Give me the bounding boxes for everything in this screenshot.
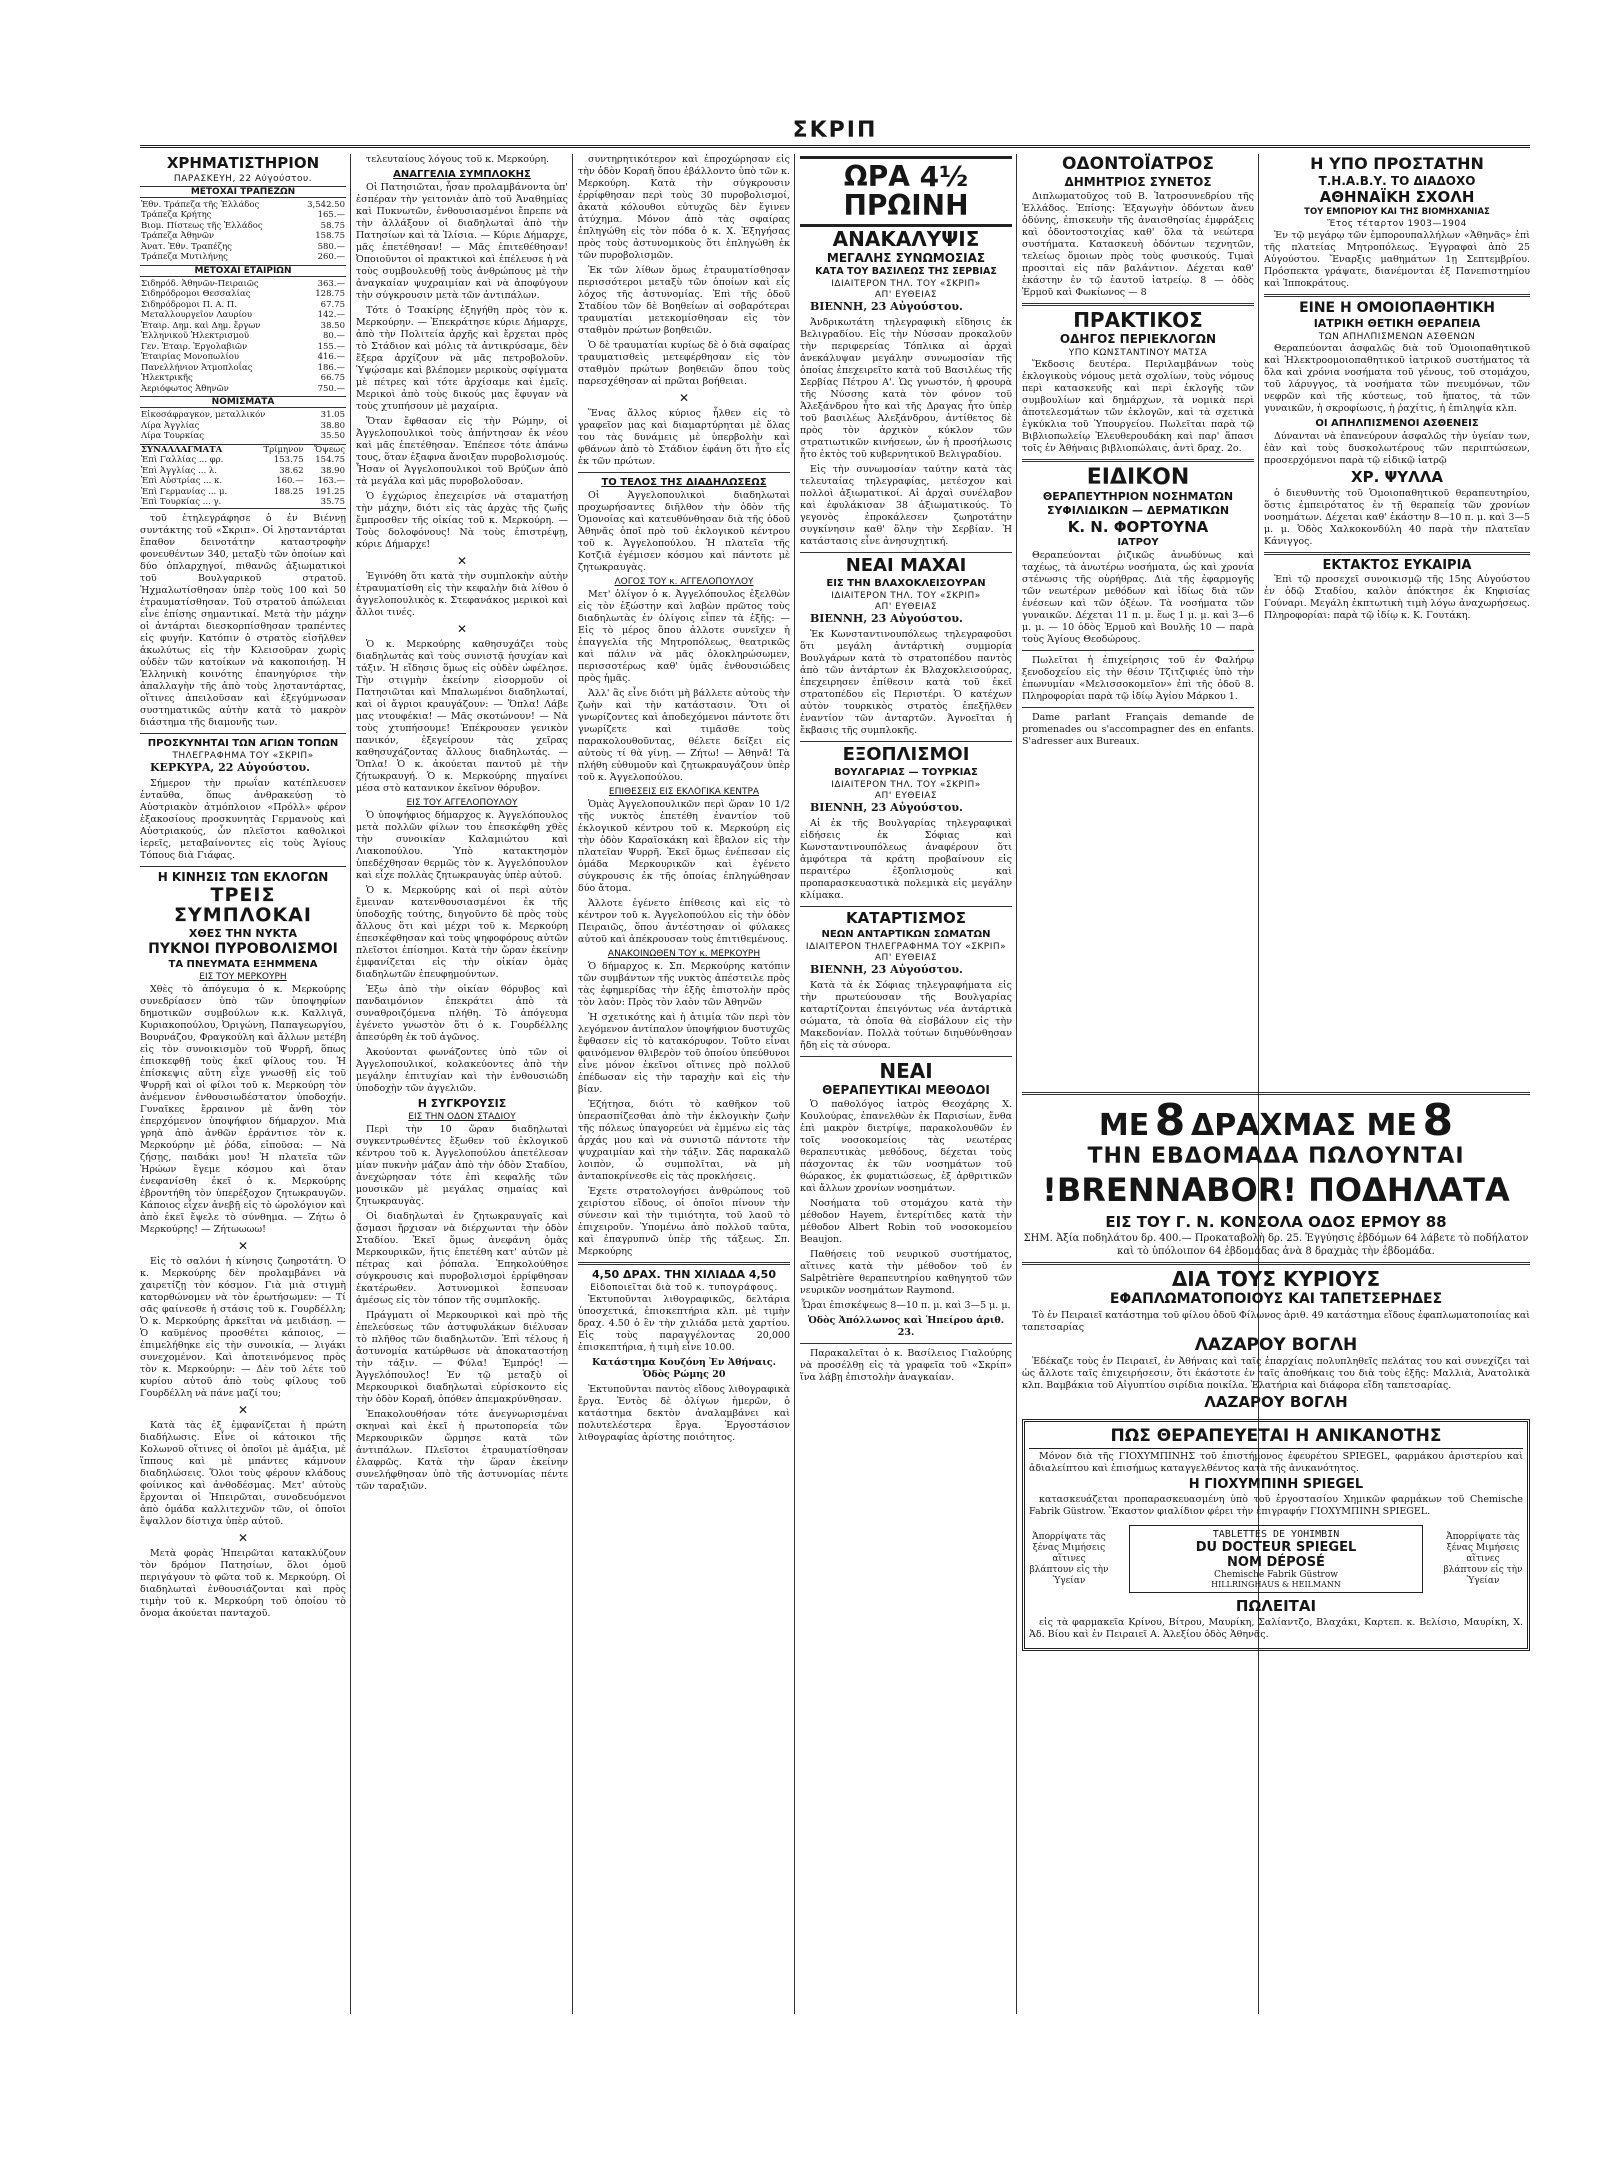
row-value: 580.—: [317, 241, 345, 252]
row-value: 191.25: [315, 486, 345, 497]
col4-p6: Ὁ παθολόγος ἰατρὸς Θεοχάρης Χ. Κουλούρας, ἐπανελθὼν ἐκ Παρισίων, ἔνθα ἐπὶ μακρὸν διετρίψε, παρακολουθῶν ἐν τοῖς νοσοκομείοις τὰς νεωτέρας θεραπευτικὰς μεθόδους, δέχεται τοὺς πάσχοντας ἐκ τῶν νοσημάτων τοῦ θώρακος, ἐκ φυματιώσεως, ἐξ ἀρθριτικῶν καὶ ἄλλων χρονίων νοσημάτων.: [800, 1099, 1012, 1195]
wire-caption: ΙΔΙΑΙΤΕΡΟΝ ΤΗΛ. ΤΟΥ «ΣΚΡΙΠ»: [831, 279, 981, 290]
row-label: Βιομ. Πίστεως τῆς Ἑλλάδος: [141, 220, 263, 231]
exchange-title: ΧΡΗΜΑΤΙΣΤΗΡΙΟΝ: [166, 154, 320, 172]
col3-p1: συντηρητικότερον καὶ ἐπροχώρησαν εἰς τὴν ὁδὸν Κοραῆ ὅπου ἐβάλλοντο ὑπὸ τῶν κ. Μερκούρη. Κατὰ τὴν σύγκρουσιν ἐρρίφθησαν περὶ τοὺς 30 πυροβολισμοί, ἀκατὰ κόλουθοι εὐτυχῶς δὲν ἔγινεν ἀτύχημα. Μόνον ἀπὸ τὰς σφαίρας ἐπληγώθη εἰς τὸν πόδα ὁ κ. Χ. Ἐξηγήσας πρὸς τοὺς ἀστυνομικοὺς ὅτι ἐπληγώθη ἐκ τῶν πυροβολισμῶν.: [578, 154, 790, 261]
col3-p7: Ἀλλ' ἂς εἶνε διότι μὴ βάλλετε αὐτοὺς τὴν ζωὴν καὶ τὴν κατάστασιν. Ὅτι οἱ γνωρίζοντες καὶ ἀποδεχόμενοι πάντοτε ὅτι γνωρίζετε καὶ τιμᾶσθε τοὺς παρακολουθοῦντας, θέλετε δείξει εἰς αὐτοὺς τί θὰ γίνῃ. — Ζήτω! — Ἀθηνᾶ! Τὰ πλήθη εὐθυμοῦν καὶ ζητωκραυγάζουν ὑπὲρ τοῦ κ. Ἀγγελοπούλου.: [578, 688, 790, 783]
col2-p9: Ἐξω ἀπὸ τὴν οἰκίαν θόρυβος καὶ πανδαιμόνιον ἐπεκράτει ἀπὸ τὰ συναθροιζόμενα πλήθη. Τὸ ἀπόγευμα ἐγένετο γνωστὸν ὅτι ὁ κ. Γουρδέλλης ἀπεσύρθη ἐκ τοῦ ἀγῶνος.: [356, 984, 568, 1043]
wire-caption: ΑΠ' ΕΥΘΕΙΑΣ: [874, 952, 938, 963]
battles-sub: ΕΙΣ ΤΗΝ ΒΛΑΧΟΚΛΕΙΣΟΥΡΑΝ: [826, 578, 986, 590]
col4-p8: Παθήσεις τοῦ νευρικοῦ συστήματος, αἵτινες κατὰ τὴν μέθοδον τοῦ ἐν Salpêtrière θεραπευτηρίου καθηγητοῦ τῶν νευρικῶν νοσημάτων Raymond.: [800, 1249, 1012, 1297]
row-value: 155.—: [317, 341, 345, 352]
col3-p10: Ὁ δήμαρχος κ. Σπ. Μερκούρης κατόπιν τῶν συμβάντων τῆς νυκτὸς ἀπέστειλε πρὸς τὰς ἐφημερίδας τὴν ἑξῆς ἐπιστολὴν πρὸς τὸν λαὸν: Πρὸς τὸν λαὸν τῶν Ἀθηνῶν: [578, 961, 790, 1008]
bike-number: 8: [1422, 1095, 1454, 1146]
bike-kicker-b: ΔΡΑΧΜΑΣ ΜΕ: [1191, 1108, 1417, 1143]
col4-p7: Νοσήματα τοῦ στομάχου κατὰ τὴν μέθοδον Hayem, ἐντερίτιδες κατὰ τὴν μέθοδον Albert Robin τοῦ νοσοκομείου Beaujon.: [800, 1198, 1012, 1246]
col3-p16: Ἐκτυποῦνται παντὸς εἴδους λιθογραφικὰ ἔργα. Ἐντὸς δὲ ὀλίγων ἡμερῶν, ὁ κατάστημα δεκτὸν ἀναλαμβάνει καὶ πολυτελέστερα ἔργα. Ἐργοστάσιον λιθογραφίας ἀρίστης ποιότητος.: [578, 1384, 790, 1444]
row-label: Σιδηρόδρομοι Π. Α. Π.: [141, 299, 238, 310]
impotence-text: Μόνον διὰ τῆς ΓΙΟΧΥΜΠΙΝΗΣ τοῦ ἐπιστήμονος ἐφευρέτου SPIEGEL, φαρμάκου ἀριστερίου καὶ ἀδιαλείπτου καὶ ἐπισήμως καταγγελθέντος κατὰ τῆς ἀνικανότητος.: [1029, 1451, 1523, 1475]
row-label: Σιδηρόδρομοι Θεσσαλίας: [141, 289, 251, 300]
sale-text: Πωλεῖται ἡ ἐπιχείρησις τοῦ ἐν Φαλήρῳ ξενοδοχείου εἰς τὴν θέσιν Τζιτζιφιές ὑπὸ τὴν ἐπωνυμίαν «Μελισσοκομεῖον» ἐπὶ τῆς ὁδοῦ 8. Πληροφορίαι παρὰ τῷ ἰδίῳ Ἁγίου Μάρκου 1.: [1022, 655, 1254, 703]
wire-caption: ΙΔΙΑΙΤΕΡΟΝ ΤΗΛ. ΤΟΥ «ΣΚΡΙΠ»: [831, 780, 981, 791]
col2-p11: Περὶ τὴν 10 ὥραν διαδηλωταὶ συγκεντρωθέντες ἔξωθεν τοῦ ἐκλογικοῦ κέντρου τοῦ κ. Ἀγγελοπούλου ἀπετέλεσαν μίαν πυκνὴν μάζαν ἀπὸ τὴν ὁδὸν Σταδίου, ἀνεχώρησαν τότε ἐπὶ κεφαλῆς τῶν μουσικῶν μὲ μεγάλας σημαίας καὶ ζητωκραυγὰς.: [356, 1124, 568, 1208]
angel-house-title: ΕΙΣ ΤΟΥ ΑΓΓΕΛΟΠΟΥΛΟΥ: [406, 798, 518, 808]
row-label: Πανελλήνιον Ἀτμοπλοΐας: [141, 362, 253, 373]
formation-title: ΚΑΤΑΡΤΙΣΜΟΣ: [845, 909, 967, 928]
row-label: Λίρα Ἀγγλίας: [141, 420, 200, 431]
fx-row: [140, 487, 346, 498]
clinic-sub: ΘΕΡΑΠΕΥΤΗΡΙΟΝ ΝΟΣΗΜΑΤΩΝ: [1042, 490, 1234, 504]
fx-row: [140, 476, 346, 487]
separator-mark: ✕: [456, 622, 468, 636]
impotence-ad: [1022, 1419, 1530, 1651]
col4-dateline-2: ΒΙΕΝΝΗ, 23 Αὐγούστου.: [810, 612, 963, 626]
homeo-text: Θεραπεύονται ἀσφαλῶς διὰ τοῦ Ὁμοιοπαθητικοῦ καὶ Ἠλεκτροομοιοπαθητικοῦ ἰατρικοῦ συστήματος τὰ ὅλα καὶ χρόνια νοσήματα τοῦ γένους, τοῦ στομάχου, τοῦ λάρυγγος, τὰ νοσήματα τῶν πνευμόνων, τῶν νεφρῶν καὶ τῆς κύστεως, τοῦ ἥπατος, τὰ τῶν γυναικῶν, ἡ σκροφίωσις, ἡ ῥαχίτις, ἡ ἐπιληψία κλπ.: [1264, 342, 1530, 414]
upholstery-name: ΛΑΖΑΡΟΥ ΒΟΓΛΗ: [1194, 1334, 1358, 1355]
merk-text: Χθὲς τὸ ἀπόγευμα ὁ κ. Μερκούρης συνεδρίασεν ὑπὸ τῶν ὑποψηφίων δημοτικῶν συμβούλων κ.κ. Καλλιγᾶ, Κυριακοπούλου, Ὀριγώνη, Παπαγεωργίου, Βουρνάζου, Φραγκούλη καὶ ἄλλων μετέβη εἰς τὸν συνοικισμὸν τοῦ Ψυρρῆ, ὅπως ἐπισκεφθῇ τοὺς ἐκεῖ φίλους του. Ἡ ἐπίσκεψις αὕτη εἶχε γνωσθῇ εἰς τοῦ Ψυρρῆ καὶ οἱ φίλοι τοῦ κ. Μερκούρη τὸν ἀνέμενον ἐνθουσιωδέστατον ὑποδοχήν. Γυναῖκες ἔρραινον μὲ ἄνθη τὸν ἐπερχόμενον ὑποψήφιον δήμαρχον. Μιὰ γρηὰ ἀπὸ ἀνθῶν ἐρράντισε τὸν κ. Μερκούρην μὲ ῥόδα, εἰποῦσα: — Νὰ ζήσῃς, παιδάκι μου! Ἡ πλατεῖα τῶν Ἡρώων ἔγεμε κόσμου καὶ ὅταν ἐνεφανίσθη ἐκεῖ ὁ κ. Μερκούρης ἐβροντήθη τὸν ὑπερέξοχον ζητωκραυγῶν. Κάποιος εἶχεν ἀνεβῇ εἰς τὸ ὡρολόγιον καὶ ἀπὸ ἐκεῖ ἔψελε τὸ σύνθημα. — Ζήτω ὁ Μερκούρης! — Ζήτωωωω!: [140, 983, 346, 1235]
row-label: Μεταλλουργεῖον Λαυρίου: [141, 310, 253, 321]
bank-row: [140, 231, 346, 242]
row-value: 35.50: [320, 431, 345, 442]
row-label: Λίρα Τουρκίας: [141, 431, 205, 442]
merk-text-3: Κατὰ τὰς ἐξ ἐμφανίζεται ἡ πρώτη διαδήλωσις. Εἶνε οἱ κάτοικοι τῆς Κολωνοῦ οἵτινες οἱ ὁποῖοι μὲ ἀμάξια, μὲ ἵππους καὶ μὲ μπάντες κάμνουν διαδηλώσεις. Ὅλοι τοὺς φέρουν κλάδους φοίνικος καὶ ἀνθοδέσμας. Μετ' αὐτοὺς ἔρχονται οἱ Ἠπειρῶται, συνοδευόμενοι ἀπὸ ὁμάδα καλλιτεχνῶν τῶν, οἱ ὁποῖοι ἔψαλλον δίστιχα ὑπὲρ αὐτοῦ.: [140, 1419, 346, 1527]
opportunity-title: ΕΚΤΑΚΤΟΣ ΕΥΚΑΙΡΙΑ: [1322, 557, 1472, 573]
col3-p8: Ὁμὰς Ἀγγελοπουλικῶν περὶ ὥραν 10 1/2 τῆς νυκτὸς ἐπετέθη ἐναντίον τοῦ ἐκλογικοῦ κέντρου τοῦ κ. Μερκούρη εἰς τὴν ὁδὸν Καραϊσκάκη καὶ ἔβαλον εἰς τὴν πλατεῖαν Ψυρρῆ. Ἐκεῖ ὅμως ἐνέπεσαν εἰς ὁμάδα Μερκουρικῶν καὶ ἐγένετο σύγκρουσις ἐκ τῆς ὁποίας ἐπληγώθησαν δύο ἄτομα.: [578, 799, 790, 894]
company-row: [140, 331, 346, 342]
row-label: Ἑταιρίας Μονοπωλίου: [141, 352, 240, 363]
french-text: Dame parlant Français demande de promenades ou s'accompagner des en enfants. S'adresser aux Bureaux.: [1022, 712, 1254, 748]
col2-p10: Ἀκούονται φωνάζοντες ὑπὸ τῶν οἱ Ἀγγελοπουλικοί, κολακεύοντες ἀπὸ τὴν μεγάλην ἐπιτυχίαν καὶ τὴν ἐνθουσιώδη ὑποδοχὴν τῶν ἀγγελιῶν.: [356, 1047, 568, 1094]
merk-text-4: Μετὰ φορὰς Ἠπειρῶται κατακλύζουν τὸν δρόμον Πατησίων, ὅλοι ὁμοῦ περιγάγουν τὸ φῶτα τοῦ κ. Μερκούρη. Οἱ διαδηλωταὶ ἐνθουσιάζονται καὶ πρὸς τιμὴν τοῦ κ. Μερκούρη τοῦ ὁποίου τὸ ὄνομα ἀκούεται πανταχοῦ.: [140, 1547, 346, 1619]
row-value: 165.—: [317, 210, 345, 221]
homeo-doctor: ΧΡ. ΨΥΛΛΑ: [1351, 467, 1443, 486]
school-sub: ΤΟΥ ΕΜΠΟΡΙΟΥ ΚΑΙ ΤΗΣ ΒΙΟΜΗΧΑΝΙΑΣ: [1304, 206, 1490, 217]
row-value: 188.25: [273, 486, 304, 497]
fx-header: Τρίμηνον: [263, 444, 304, 455]
col4-p10: Ὁδὸς Ἀπόλλωνος καὶ Ἡπείρου ἀριθ. 23.: [807, 1315, 1005, 1339]
row-value: 153.75: [273, 455, 304, 466]
impotence-sold: ΠΩΛΕΙΤΑΙ: [1235, 1597, 1317, 1616]
column-4: [800, 154, 1012, 2014]
masthead: [140, 118, 1530, 148]
companies-table: [140, 279, 346, 395]
col3-p15: Κατάστημα Κουζόνη Ἐν Ἀθήναις. Ὁδὸς Ρώμης 20: [592, 1357, 776, 1381]
wire-caption: ΑΠ' ΕΥΘΕΙΑΣ: [874, 602, 938, 613]
bike-line: ΤΗΝ ΕΒΔΟΜΑΔΑ ΠΩΛΟΥΝΤΑΙ: [1087, 1144, 1465, 1169]
col4-dateline-4: ΒΙΕΝΝΗ, 23 Αὐγούστου.: [810, 962, 963, 976]
bike-shop: ΕΙΣ ΤΟΥ Γ. Ν. ΚΟΝΣΟΛΑ ΟΔΟΣ ΕΡΜΟΥ 88: [1105, 1212, 1447, 1231]
row-value: 80.—: [322, 331, 345, 342]
company-row: [140, 352, 346, 363]
col3-p9: Ἀλλοτε ἐγένετο ἐπίθεσις καὶ εἰς τὸ κέντρον τοῦ κ. Ἀγγελοπούλου εἰς τὴν ὁδὸν Πειραιῶς, ὅπου ἀντέστησαν οἱ φύλακες αὐτοῦ καὶ ἀπέκρουσαν τοὺς ἐπιτιθεμένους.: [578, 898, 790, 945]
newspaper-page: [140, 118, 1530, 2018]
tablet-box-line: NOM DÉPOSÉ: [1227, 1555, 1325, 1571]
upholstery-title: ΔΙΑ ΤΟΥΣ ΚΥΡΙΟΥΣ: [1171, 1267, 1381, 1292]
fx-row: [140, 466, 346, 477]
wide-ads: [1022, 1088, 1530, 2018]
clinic-text: Θεραπεύονται ῥιζικῶς ἀνωδύνως καὶ ταχέως, τὰ ἀνωτέρω νοσήματα, ὡς καὶ χρονία στένωσις τῆς οὐρήθρας. Διὰ τῆς ἐφαρμογῆς τῶν νεωτέρων μεθόδων καὶ ἰδίως διὰ τῶν ἐνέσεων καὶ τῶν ὀξέων. Τὰ νοσήματα τῶν γυναικῶν. Δέχεται 11 π. μ. ἕως 1 μ. μ. καὶ 3—6 μ. μ. — 10 ὁδὸς Ἑρμοῦ καὶ Βουλῆς 10 — παρὰ τοὺς Ἁγίους Θεοδώρους.: [1022, 550, 1254, 646]
col2-p12: Οἱ διαδηλωταὶ ἐν ζητωκραυγαῖς καὶ ᾄσμασι ἤρχισαν νὰ διέρχωνται τὴν ὁδὸν Σταδίου. Ἐκεῖ ὅμως ἀνεφάνη ὁμὰς Μερκουρικῶν, ἥτις ἐπετέθη κατ' αὐτῶν μὲ πέτρας καὶ ῥόπαλα. Ἐπηκολούθησε σύγκρουσις καὶ πυροβολισμοὶ ἐρρίφθησαν ἐκατέρωθεν. Ἀστυνομικοὶ ἔσπευσαν ἀμέσως εἰς τὸν τόπον τῆς συμπλοκῆς.: [356, 1211, 568, 1307]
bike-ad-headline: [1022, 1095, 1530, 1146]
col2-p4: Ὁ ἐγχώριος ἐπεχειρίσε νὰ σταματήσῃ τὴν μάχην, διότι εἰς τὰς ἀρχὰς τῆς ζωῆς ἔμπροσθεν τῆς οἰκίας τοῦ κ. Μερκούρη. — Τοὺς δολοφόνους! Νὰ τοὺς ἐπιστρέψῃ, κύριε Δήμαρχε!: [356, 491, 568, 550]
row-value: 142.—: [317, 310, 345, 321]
currency-title: ΝΟΜΙΣΜΑΤΑ: [140, 396, 346, 408]
banks-table: [140, 200, 346, 263]
col4-p5: Κατὰ τὰ ἐκ Σόφιας τηλεγραφήματα εἰς τὴν πρωτεύουσαν τῆς Βουλγαρίας καταρτίζονται ἐπειγόντως νέα ἀντάρτικὰ σώματα, τὰ ὁποῖα θὰ εἰσβάλουν εἰς τὴν Μακεδονίαν. Πολλὰ τούτων διηυθύνθησαν ἤδη εἰς τὰ σύνορα.: [800, 979, 1012, 1051]
school-text: Ἐν τῷ μεγάρῳ τῶν ἐμπορουπαλλήλων «Ἀθηνᾶς» ἐπὶ τῆς πλατείας Μητροπόλεως. Ἐγγραφαὶ ἀπὸ 25 Αὐγούστου. Ἔναρξις μαθημάτων 1ῃ Σεπτεμβρίου. Πρόσπεκτα γράψατε, διανέμονται ἐξ Πανεπιστημίου καὶ Ἱπποκράτους.: [1264, 230, 1530, 290]
homeo-sub: ΙΑΤΡΙΚΗ ΘΕΤΙΚΗ ΘΕΡΑΠΕΙΑ: [1313, 316, 1481, 330]
col4-p2: Εἰς τὴν συνωμοσίαν ταύτην κατὰ τὰς τελευταίας τηλεγραφίας, μετέσχον καὶ πολλοὶ ἀξιωματικοί. Αἱ ἀρχαὶ συνέλαβον καὶ ἐφυλάκισαν 38 ἀξιωματικούς. Τὸ γεγονὸς ἐπροκάλεσεν ζωηροτάτην συγκίνησιν καθ' ὅλην τὴν Σερβίαν. Ἡ κατάστασις εἶνε ἀνησυχητική.: [800, 464, 1012, 548]
bank-row: [140, 242, 346, 253]
dentist-name: ΔΗΜΗΤΡΙΟΣ ΣΥΝΕΤΟΣ: [1064, 174, 1212, 189]
col3-p2: Ἐκ τῶν λίθων ὅμως ἐτραυματίσθησαν περισσότεροι μεταξὺ τῶν ὁποίων καὶ εἷς λόχος τῆς ἀστυνομίας. Ἐπὶ τῆς ὁδοῦ Σταδίου τῶν δὲ Βοηθείων αἱ σοβαρότεραι τραυματίαι μετεκομίσθησαν εἰς τὸν σταθμὸν πρώτων βοηθειῶν.: [578, 265, 790, 336]
col2-p5: Ἐγινόθη ὅτι κατὰ τὴν συμπλοκὴν αὐτὴν ἐτραυματίσθη εἰς τὴν κεφαλὴν διὰ λίθου ὁ ἀγγελοπουλικὸς κ. Στεφανάκος μερικοὶ καὶ ἄλλοι τινές.: [356, 571, 568, 618]
guide-title: ΠΡΑΚΤΙΚΟΣ: [1073, 308, 1203, 333]
companies-title: ΜΕΤΟΧΑΙ ΕΤΑΙΡΙΩΝ: [140, 265, 346, 277]
bank-row: [140, 200, 346, 211]
bank-row: [140, 221, 346, 232]
tablet-box-line: HILLRINGHAUS & HEILMANN: [1211, 1580, 1341, 1590]
banks-title: ΜΕΤΟΧΑΙ ΤΡΑΠΕΖΩΝ: [140, 186, 346, 198]
armament-sub: ΒΟΥΛΓΑΡΙΑΣ — ΤΟΥΡΚΙΑΣ: [834, 767, 978, 779]
row-label: Γεν. Ἑταιρ. Ἐργολαβιῶν: [141, 341, 248, 352]
guide-sub: ΟΔΗΓΟΣ ΠΕΡΙΕΚΛΟΓΩΝ: [1059, 332, 1217, 347]
bank-row: [140, 210, 346, 221]
impotence-product: Η ΓΙΟΧΥΜΠΙΝΗ SPIEGEL: [1188, 1477, 1364, 1493]
row-label: Ἑλληνικοῦ Ἠλεκτρισμοῦ: [141, 331, 250, 342]
col4-p11: Παρακαλεῖται ὁ κ. Βασίλειος Γιαλούρης νὰ προσέλθῃ εἰς τὰ γραφεῖα τοῦ «Σκρίπ» ἵνα λάβῃ ἐπιστολὴν ἀναγκαίαν.: [800, 1348, 1012, 1384]
homeo-sub-2: ΤΩΝ ΑΠΗΛΠΙΣΜΕΝΩΝ ΑΣΘΕΝΩΝ: [1318, 331, 1476, 342]
col2-p13: Πράγματι οἱ Μερκουρικοὶ καὶ πρὸ τῆς ἐπελεύσεως τῶν ἀστυφυλάκων διέλυσαν τὸ πλῆθος τῶν διαδηλωτῶν. Ἐπὶ τέλους ἡ ἀστυνομία κατώρθωσε νὰ ἀποκαταστήσῃ τὴν τάξιν. — Φύλα! Ἐμπρός! — Ἀγγελόπουλος! Ἐν τῷ μεταξὺ οἱ Μερκουρικοὶ διαδηλωταὶ εὑρίσκοντο εἰς τὴν ὁδὸν Κοραῆ, ὁπόθεν ἀπεμακρύνθησαν.: [356, 1310, 568, 1406]
shots-sub: ΤΑ ΠΝΕΥΜΑΤΑ ΕΞΗΜΜΕΝΑ: [168, 958, 318, 970]
company-row: [140, 279, 346, 290]
column-1: [140, 154, 346, 2014]
clinic-doctor: Κ. Ν. ΦΟΡΤΟΥΝΑ: [1067, 517, 1209, 536]
separator-mark: ✕: [237, 1238, 249, 1253]
col2-p1: Οἱ Πατησιῶται, ἦσαν προλαμβάνοντα ὑπ' ἐσπέραν τὴν γειτονιὰν ἀπὸ τοῦ Ἀναθημίας καὶ Πυκνωτῶν, ἐνθουσιασμένοι ἔπρεπε νὰ τὴν ἀλλάξουν οἱ διαδηλωταὶ ἀπὸ τὴν Πατησίων καὶ τὰ Ἱλίσια. — Κύριε Δήμαρχε, μᾶς ἐπετέθησαν! — Μᾶς ἐπιτεθέθησαν! Ὀποιοῦντοι οἱ πρακτικοὶ καὶ ἐπέλευσε ἡ νὰ τοὺς συμβουλευθῇ τοὺς ἀνθρώπους μὲ τὴν ἀναγκαίαν ψυχραιμίαν καὶ νὰ ἀποφύγουν τὴν σύγκρουσιν μετὰ τῶν ἀντιπάλων.: [356, 182, 568, 301]
row-label: Σιδηρόδ. Ἀθηνῶν-Πειραιῶς: [141, 278, 259, 289]
bike-brand: !BRENNABOR! ΠΟΔΗΛΑΤΑ: [1042, 1171, 1510, 1210]
row-value: 38.62: [279, 465, 304, 476]
currency-table: [140, 410, 346, 442]
col3-p4: Ἕνας ἄλλος κύριος ἦλθεν εἰς τὸ γραφεῖον μας καὶ διαμαρτύρηται μὲ ὅλας του τὰς δυνάμεις μὲ ὑπερβολὴν καὶ φθάνων ἀπὸ τὸ Στάδιον ἐφάνη ὅτι ἦτο εἷς ἐκ τῶν πρώτων.: [578, 408, 790, 467]
therapy-sub: ΘΕΡΑΠΕΥΤΙΚΑΙ ΜΕΘΟΔΟΙ: [822, 1082, 990, 1097]
speech-title: ΛΟΓΟΣ ΤΟΥ κ. ΑΓΓΕΛΟΠΟΥΛΟΥ: [614, 577, 754, 587]
col4-dateline-3: ΒΙΕΝΝΗ, 23 Αὐγούστου.: [810, 801, 963, 815]
company-row: [140, 300, 346, 311]
end-title: ΤΟ ΤΕΛΟΣ ΤΗΣ ΔΙΑΔΗΛΩΣΕΩΣ: [601, 477, 767, 488]
col2-p2: Τότε ὁ Τσακίρης ἐξηγήθη πρὸς τὸν κ. Μερκούρην. — Ἐπεκράτησε κύριε Δήμαρχε, ἀπὸ τὴν Πολιτεία ἀρχῆς καὶ ἔρχεται πρὸς τὸ Στάδιον καὶ μόλις τὰ ἀντικρύσαμε, δὲν ἔξερα ἀρχίζουν νὰ μᾶς πετροβολοῦν. Ὑψῴσαμε καὶ βλέπομεν μερικοὺς σφίγματα μὲ πέτρες καὶ τότε ἀρχίσαμε καὶ ἐμεῖς. Μερικοὶ ἀπὸ τοὺς δικούς μας ἔφυγαν νὰ τοὺς χτυπήσουν μὲ μαχαίρια.: [356, 305, 568, 412]
elections-sub: ΧΘΕΣ ΤΗΝ ΝΥΚΤΑ: [188, 926, 298, 940]
col2-p8: Ὁ κ. Μερκούρης καὶ οἱ περὶ αὐτὸν ἔμειναν κατενθουσιασμένοι ἐκ τῆς ὑποδοχῆς τούτης, διηγοῦντο δὲ πρὸς τοὺς ἄλλους ὅτι καὶ μέχρι τοῦ κ. Μερκούρη ἐπεσκέφθησαν καὶ τοὺς ψηφοφόρους αὐτῶν πλεῖστοι ἐπίσημοι. Κατὰ τὴν ὥραν ἐκείνην ἐμφανίζεται εἰς τὴν οἰκίαν ὁμὰς διαδηλωτῶν ἐπευφημούντων.: [356, 885, 568, 980]
col3-p14: Ἐκτυποῦνται λιθογραφικῶς, δελτάρια ὑποσχετικά, ἐπισκεπτήρια κλπ. μὲ τιμὴν δραχ. 4.50 ὁ ἓν τὴν χιλιάδα μετὰ χαρτίου. Εἰς τοὺς παραγγέλοντας 20,000 ἐπισκεπτήρια, ἡ τιμὴ εἶνε 10.00.: [578, 1294, 790, 1354]
row-label: Εἰκοσάφραγκον, μεταλλικόν: [141, 410, 266, 421]
col4-p3: Ἐκ Κωνσταντινουπόλεως τηλεγραφοῦσι ὅτι μεγάλη ἀντάρτικὴ συμμορία Βουλγάρων κατὰ τὸ στρατοπέδου παντὸς ἀπὸ τῶν ἀντάρτων ἐκ Βλαχοκλεισούρας, ἐπεχειρησεν ἐπίθεσιν κατὰ τοῦ ἐκεῖ στρατοπέδου εἰς Περιστέρι. Ὁ κατέχων αὐτὸν τουρκικὸς στρατὸς ἐπεξῆλθεν ἐναντίον τῶν ἀνταρτῶν. Ἀγνοεῖται ἡ ἔκβασις τῆς συμπλοκῆς.: [800, 629, 1012, 737]
col2-p7: Ὁ ὑποψήφιος δήμαρχος κ. Ἀγγελόπουλος μετὰ πολλῶν φίλων του ἐπεσκέφθη χθὲς τὴν συνοικίαν Καλαμιώτου καὶ Λιακοπούλου. Ὑπὸ κατακτησμὸν ὑπεδέχθησαν θερμῶς τὸν κ. Ἀγγελόπουλον καὶ εἶχε πολλὰς ζητωκραυγὰς ὑπὲρ αὐτοῦ.: [356, 810, 568, 881]
merk-house-title: ΕΙΣ ΤΟΥ ΜΕΡΚΟΥΡΗ: [199, 971, 287, 982]
corfu-text: Σήμερον τὴν πρωΐαν κατέπλευσεν ἐνταῦθα, ὅπως ἀνθρακεύσῃ τὸ Αὐστριακὸν ἀτμόπλοιον «Πρόλλ» φέρον ἑξακοσίους προσκυνητὰς Γερμανοὺς καὶ Αὐστριακούς, ὧν πλεῖστοι καθολικοὶ ἱερεῖς, μεταβαίνοντες εἰς τοὺς Ἁγίους Τόπους διὰ Γιάφας.: [140, 777, 346, 861]
row-label: Ἐπὶ Αὐστρίας ... κ.: [141, 476, 223, 487]
company-row: [140, 310, 346, 321]
hour-sub: ΜΕΓΑΛΗΣ ΣΥΝΩΜΟΣΙΑΣ: [826, 250, 986, 265]
row-value: 260.—: [317, 252, 345, 263]
announcement-title: ΑΝΑΚΟΙΝΩΘΕΝ ΤΟΥ κ. ΜΕΡΚΟΥΡΗ: [607, 949, 761, 959]
separator-mark: ✕: [237, 1402, 249, 1417]
fx-header: Ὄψεως: [314, 444, 345, 455]
row-value: 363.—: [317, 278, 345, 289]
fx-row: [140, 455, 346, 466]
bike-note: ΣΗΜ. Ἀξία ποδηλάτου δρ. 400.— Προκαταβολὴ δρ. 25. Ἐγγύησις ἐβδόμων 64 λάβετε τὸ ποδήλατον καὶ τὸ ὑπόλοιπον 64 ἑβδομάδας ἀνὰ 8 δραχμὰς τὴν ἑβδομάδα.: [1023, 1233, 1529, 1258]
masthead-title: ΣΚΡΙΠ: [792, 118, 878, 143]
column-rule: [794, 154, 795, 2014]
hour-banner: ΩΡΑ 4½ ΠΡΩΙΝΗ: [800, 156, 1012, 227]
separator-mark: ✕: [678, 391, 690, 405]
row-label: Ἀεριόφωτος Ἀθηνῶν: [141, 383, 229, 394]
separator-mark: ✕: [237, 1530, 249, 1545]
row-label: Ἐπὶ Τουρκίας ... γ.: [141, 497, 222, 508]
row-value: 66.75: [320, 373, 345, 384]
col2-p14: Ἐπακολουθήσαν τότε ἀνεγνωρισμέναι σκηναὶ καὶ ἐκεῖ ἡ πρωτοπορεία τῶν Μερκουρικῶν ὥρμησε κατὰ τῶν ἀντιπάλων. Πλεῖστοι ἐτραυματίσθησαν ἐλαφρῶς. Κατὰ τὴν ὥραν ἐκείνην συνελήφθησαν ὑπὸ τῆς ἀστυνομίας πέντε τῶν ταραξιῶν.: [356, 1409, 568, 1493]
row-value: 38.80: [320, 420, 345, 431]
row-label: Ἀνατ. Ἐθν. Τραπέζης: [141, 241, 232, 252]
clash-sub: ΕΙΣ ΤΗΝ ΟΔΟΝ ΣΤΑΔΙΟΥ: [408, 1112, 516, 1123]
row-value: 160.—: [276, 476, 304, 487]
upholstery-sub: ΕΦΑΠΛΩΜΑΤΟΠΟΙΟΥΣ ΚΑΙ ΤΑΠΕΤΣΕΡΗΔΕΣ: [1109, 1291, 1443, 1308]
currency-row: [140, 421, 346, 432]
guide-text: Ἔκδοσις δευτέρα. Περιλαμβάνων τοὺς ἐκλογικοὺς νόμους μετὰ σχολίων, τοὺς νόμους περὶ κατασκευῆς καὶ περὶ ἐκλογῆς τῶν συμβουλίων καὶ δημάρχων, τὰ νομικὰ περὶ ἀποτελεσμάτων τῶν ἐκλογῶν, καὶ τὰ σχετικὰ ἐγκύκλια τοῦ Ὑπουργείου. Πωλεῖται παρὰ τῷ Βιβλιοπωλείῳ Ἐλευθερουδάκη καὶ παρ' ἅπασι τοῖς ἐν Ἀθήναις βιβλιοπώλαις, ἀντὶ δραχ. 2ο.: [1022, 359, 1254, 455]
row-label: Τράπεζα Ἀθηνῶν: [141, 231, 215, 242]
row-value: 31.05: [320, 410, 345, 421]
fx-row: [140, 497, 346, 508]
bike-number: 8: [1154, 1095, 1186, 1146]
row-value: 128.75: [315, 289, 345, 300]
wire-caption: ΙΔΙΑΙΤΕΡΟΝ ΤΗΛΕΓΡΑΦΗΜΑ ΤΟΥ «ΣΚΡΙΠ»: [805, 941, 1007, 952]
company-row: [140, 289, 346, 300]
row-value: [251, 497, 304, 508]
currency-row: [140, 410, 346, 421]
homeo-sub-3: ΟΙ ΑΠΗΛΠΙΣΜΕΝΟΙ ΑΣΘΕΝΕΙΣ: [1315, 417, 1479, 429]
row-value: 186.—: [317, 362, 345, 373]
clash-title: Η ΣΥΓΚΡΟΥΣΙΣ: [417, 1097, 507, 1110]
formation-sub: ΝΕΩΝ ΑΝΤΑΡΤΙΚΩΝ ΣΩΜΑΤΩΝ: [821, 928, 991, 940]
company-row: [140, 384, 346, 395]
company-row: [140, 342, 346, 353]
row-value: 3,542.50: [307, 199, 345, 210]
wire-caption: ΙΔΙΑΙΤΕΡΟΝ ΤΗΛ. ΤΟΥ «ΣΚΡΙΠ»: [831, 591, 981, 602]
column-rule: [1016, 154, 1017, 2014]
row-label: Ἐπὶ Γερμανίας ... μ.: [141, 486, 228, 497]
impotence-text-3: εἰς τὰ φαρμακεῖα Κρίνου, Βίτρου, Μαυρίκη, Σαλίαντζο, Βλαχάκι, Καρτεπ. κ. Βελίσιο, Μαυρίκη, Χ. Ἀδ. Βίου καὶ ἐν Πειραιεῖ Α. Ἀλεξίου ὁδὸς Ἀθηνᾶς.: [1029, 1617, 1523, 1641]
school-kicker: Η ΥΠΟ ΠΡΟΣΤΑΤΗΝ: [1310, 154, 1484, 173]
school-year: Ἔτος τέταρτον 1903—1904: [1327, 219, 1467, 230]
separator-mark: ✕: [456, 554, 468, 568]
col4-dateline-1: ΒΙΕΝΝΗ, 23 Αὐγούστου.: [810, 300, 963, 314]
company-row: [140, 363, 346, 374]
homeo-text-2: Δύνανται νὰ ἐπανεύρουν ἀσφαλῶς τὴν ὑγείαν των, ἐὰν καὶ τοὺς δυσκολωτέρους τῶν περιπτώσεων, προσερχόμενοι παρὰ τῷ εἰδικῷ ἰατρῷ: [1264, 430, 1530, 466]
col4-p9: Ὧραι ἐπισκέψεως 8—10 π. μ. καὶ 3—5 μ. μ.: [801, 1300, 1011, 1312]
col4-p1: Ἀνδρικωτάτη τηλεγραφικὴ εἴδησις ἐκ Βελιγραδίου. Εἰς τὴν Νύσσαν προκαλοῦν τὴν περιφερείας Τόπλικα αἱ ἀρχαὶ ἀνεκάλυψαν μεγάλην συνωμοσίαν τῆς ὀποίας ἐπεχειρεῖτο κατὰ τοῦ Βασιλέως τῆς Σερβίας Πέτρου Α'. Ὡς γνωστόν, ἡ φρουρὰ τῆς Νύσσης κατὰ τὸν φόνον τοῦ Ἀλεξάνδρου ἦτο καὶ τῆς Δραγας ἦτο ὑπὲρ τοῦ βασιλέως Ἀλεξάνδρου, ἀντίθετος δὲ πρὸς τὸν ἀρχικὸν κύκλον τῶν στρατιωτικῶν κινήσεων, ὧν ἡ προσήλωσις ἦτο ἐκτὸς τοῦ κυβερνητικοῦ Βελιγραδίου.: [800, 317, 1012, 461]
col3-p5: Οἱ Ἀγγελοπουλικοὶ διαδηλωταὶ προχωρήσαντες διῆλθον τὴν ὁδὸν τῆς Ὁμονοίας καὶ κατευθύνθησαν διὰ τῆς ὁδοῦ Ἀθηνᾶς ὁποῖ πρὸ τοῦ ἐκλογικοῦ κέντρου τοῦ κ. Ἀγγελοπούλου. Ἡ πλατεῖα τῆς Κοτζιᾶ ἐγέμισεν κόσμου καὶ πάντοτε μὲ ζητωκραυγὰς.: [578, 490, 790, 573]
exchange-date: ΠΑΡΑΣΚΕΥΗ, 22 Αὐγούστου.: [173, 173, 313, 184]
price-ad-title: 4,50 ΔΡΑΧ. ΤΗΝ ΧΙΛΙΑΔΑ 4,50: [592, 1268, 776, 1281]
imitation-warning-right: Ἀπορρίψατε τὰς ξένας Μιμήσεις αἵτινες βλάπτουν εἰς τὴν Ὑγείαν: [1443, 1531, 1523, 1586]
row-value: 154.75: [315, 455, 345, 466]
clinic-title: ΕΙΔΙΚΟΝ: [1086, 465, 1190, 491]
armament-title: ΕΞΟΠΛΙΣΜΟΙ: [842, 744, 970, 766]
col2-p6: Ὁ κ. Μερκούρης καθησυχάζει τοὺς διαδηλωτὰς καὶ τοὺς συνιστᾷ ἡσυχίαν καὶ τάξιν. Ἡ εἴδησις ὅμως εἰς οὐδὲν ὠφέλησε. Τὴν στιγμὴν ἐκείνην εἰσορμοῦν οἱ Πατησιῶται καὶ Μπαλωμένοι διαδηλωταί, καὶ οἱ ἄγριοι κραυγάζουν: — Ὅπλα! Λάβε μας ντουφέκια! — Μᾶς σκοτώνουν! — Νὰ τοὺς χτυπήσουμε! Ἐπέκρουσεν γενικὸν πανικόν, ἐξεγείρουν τὰς χεῖρας καθησυχάζοντας ἄλλους διαδηλωτάς. — Ὅπλα! Ὁ κ. ἀκούεται παντοῦ μὲ τὴν ζήτωκραυγή. Ὁ κ. Μερκούρης πηγαίνει μέσα στὸ κατανικον ἐκεῖνον θόρυβον.: [356, 639, 568, 794]
clinic-doctor-title: ΙΑΤΡΟΥ: [1117, 537, 1159, 549]
fx-header: ΣΥΝΑΛΛΑΓΜΑΤΑ: [141, 444, 223, 455]
column-3: [578, 154, 790, 2014]
clinic-sub-2: ΣΥΦΙΛΙΔΙΚΩΝ — ΔΕΡΜΑΤΙΚΩΝ: [1046, 504, 1230, 518]
therapy-title: ΝΕΑΙ: [879, 1058, 933, 1083]
wire-caption: ΑΠ' ΕΥΘΕΙΑΣ: [874, 791, 938, 802]
row-label: Τράπεζα Κρήτης: [141, 210, 212, 221]
tablet-box-line: Chemische Fabrik Güstrow: [1214, 1570, 1338, 1581]
row-value: 38.90: [320, 465, 345, 476]
school-kicker-2: Τ.Η.Α.Β.Υ. ΤΟ ΔΙΑΔΟΧΟ: [1318, 173, 1476, 188]
row-label: Ἐθν. Τράπεζα τῆς Ἑλλάδος: [141, 199, 260, 210]
impotence-text-2: κατασκευάζεται προπαρασκευασμένη ὑπὸ τοῦ ἐργοστασίου Χημικῶν φαρμάκων τοῦ Chemische Fabrik Güstrow. Ἕκαστον φιαλίδιον φέρει τὴν ἐπιγραφήν ΓΙΟΧΥΜΠΙΝΗ SPIEGEL.: [1029, 1494, 1523, 1518]
shots-title: ΠΥΚΝΟΙ ΠΥΡΟΒΟΛΙΣΜΟΙ: [148, 940, 338, 957]
homeo-title: ΕΙΝΕ Η ΟΜΟΙΟΠΑΘΗΤΙΚΗ: [1299, 300, 1495, 317]
company-row: [140, 373, 346, 384]
corfu-caption: ΤΗΛΕΓΡΑΦΗΜΑ ΤΟΥ «ΣΚΡΙΠ»: [172, 750, 314, 761]
col3-p12: Ἐζήτησα, διότι τὸ καθῆκον τοῦ ὑπερασπίζεσθαι ἀπὸ τὴν ἐκλογικὴν ζωὴν τῆς πόλεως ὑπαγορεύει νὰ ἐμμένω εἰς τὰς ἀρχάς μου καὶ νὰ συνιστῶ πάντοτε τὴν ψυχραιμίαν καὶ τὴν τάξιν. Σᾶς παρακαλῶ λοιπὸν, ὦ συμπολῖται, νὰ μὴ ἀνταποκρίνεσθε εἰς τὰς προκλήσεις.: [578, 1099, 790, 1182]
dentist-text: Διπλωματοῦχος τοῦ Β. Ἰατροσυνεδρίου τῆς Ἑλλάδος. Ἐπίσης: Ἐξαγωγὴν ὀδόντων ἄνευ ὀδύνης, ἐπισκευὴν τῆς ἀναισθησίας ἐμφράξεις καὶ ὀδοντοστοιχίας καθ' ὅλα τὰ νεώτερα συστήματα. Κατασκευὴ ὀδόντων τεχνητῶν, τελείως ὅμοιων πρὸς τοὺς φυσικούς. Τιμαὶ προσιταὶ εἰς πᾶν βαλάντιον. Δέχεται καθ' ἑκάστην ἐν τῷ ἑαυτοῦ ἰατρείῳ. 8 — ὁδὸς Ἑρμοῦ καὶ Φωκίωνος — 8: [1022, 191, 1254, 299]
wire-caption: ΑΠ' ΕΥΘΕΙΑΣ: [874, 290, 938, 301]
bank-row: [140, 252, 346, 263]
col2-top-text: τελευταίους λόγους τοῦ κ. Μερκούρη.: [366, 154, 550, 165]
row-value: 163.—: [317, 476, 345, 487]
company-row: [140, 321, 346, 332]
row-value: 158.75: [315, 231, 345, 242]
dentist-title: ΟΔΟΝΤΟΪΑΤΡΟΣ: [1062, 154, 1214, 174]
upholstery-text-1: Τὸ ἐν Πειραιεῖ κατάστημα τοῦ φίλου ὁδοῦ Φίλωνος ἀριθ. 49 κατάστημα εἴδους ἐφαπλωματοποιίας καὶ ταπετσαρίας: [1022, 1309, 1530, 1333]
upholstery-name-2: ΛΑΖΑΡΟΥ ΒΟΓΛΗ: [1204, 1393, 1348, 1412]
column-6: [1264, 154, 1530, 622]
impotence-title: ΠΩΣ ΘΕΡΑΠΕΥΕΤΑΙ Η ΑΝΙΚΑΝΟΤΗΣ: [1029, 1428, 1523, 1449]
row-label: Ἑταιρ. Δημ. καὶ Δημ. ἔργων: [141, 320, 261, 331]
price-ad-sub: Εἰδοποιεῖται διὰ τοῦ κ. τυπογράφους.: [590, 1283, 778, 1294]
fx-table: [140, 444, 346, 509]
row-value: 67.75: [320, 299, 345, 310]
hour-title: ΑΝΑΚΑΛΥΨΙΣ: [832, 226, 980, 251]
attacks-title: ΕΠΙΘΕΣΕΙΣ ΕΙΣ ΕΚΛΟΓΙΚΑ ΚΕΝΤΡΑ: [608, 787, 760, 797]
row-value: 35.75: [320, 497, 345, 508]
column-rule: [572, 154, 573, 2014]
currency-row: [140, 431, 346, 442]
col3-p6: Μετ' ὀλίγον ὁ κ. Ἀγγελόπουλος ἐξελθὼν εἰς τὸν ἐξώστην καὶ λαβὼν πρῶτος τοὺς διαδηλωτὰς ἐν ὀλίγοις εἶπεν τὰ ἑξῆς: — Εἰς τὸ μέρος ὅπου ἀλλοτε συνεῖχεν ἡ ἐπαγγελία τῆς Μητροπόλεως, θεατρικῶς καὶ πάλιν νὰ μᾶς ὁλοκληρώσωμεν, περισσοτέρως καθ' ὑμᾶς ἐνθουσιώδεις πρὸς ἡμᾶς.: [578, 589, 790, 684]
col3-p13: Ἐχετε στρατολογήσει ἀνθρώπους τοῦ χειρίστου εἴδους, οἱ ὁποῖοι πίνουν τὴν σύνεσιν καὶ τὴν τιμιότητα, τοῦ λαοῦ τὸ ἐπιχειροῦν. Ὑπομένω ἀπὸ πολλοῦ ταῦτα, καὶ ἐπαγρυπνῶ ὑπὲρ τῆς τάξεως. Σπ. Μερκούρης: [578, 1186, 790, 1257]
elections-title: ΤΡΕΙΣ ΣΥΜΠΛΟΚΑΙ: [174, 883, 312, 926]
column-5: [1022, 154, 1254, 1084]
merk-text-2: Εἰς τὸ σαλόνι ἡ κίνησις ζωηροτάτη. Ὁ κ. Μερκούρης δὲν προλαμβάνει νὰ χαιρετίζῃ τὸν κόσμον. Γιὰ μιὰ στιγμὴ κατορθώνομεν νὰ τὸν ἐρωτήσωμεν: — Τί σᾶς φαίνεσθε ἡ στάσις τοῦ κ. Γουρδέλλη; Ὁ κ. Μερκούρης ἀρκεῖται νὰ μειδιάσῃ. — Ὁ καϋμένος προσθέτει κάποιος, — ἐπιμελήθηκε εἰς τὴν συνοικία, — λιγάκι συνεχομένον. Καὶ ἀποτεινόμενος πρὸς τὸν κ. Μερκούρην: — Δὲν τοῦ λέτε τοῦ κυρίου αὐτοῦ ἀπὸ τοὺς φίλους τοῦ Γουρδέλλη νὰ πάνε μαζί του;: [140, 1255, 346, 1399]
bike-kicker-a: ΜΕ: [1098, 1108, 1150, 1143]
row-label: Ἐπὶ Γαλλίας ... φρ.: [141, 455, 224, 466]
row-value: 58.75: [320, 220, 345, 231]
col3-p11: Ἡ σχετικότης καὶ ἡ ἀτιμία τῶν περὶ τὸν λεγόμενον ἀντίπαλον ὑποψήφιον δυστυχῶς ἔφθασεν εἰς τὸ κατακόρυφον. Τοῦτο εἶναι φαινόμενον θλιβερὸν τοῦ ὁποίου ὑπεύθυνοι εἶνε μόνον ἐκεῖνοι οἵτινες πρὸ πολλοῦ ἐπέδωσαν εἰς τὴν ταραχὴν καὶ εἰς τὴν βίαν.: [578, 1012, 790, 1095]
announce-title: ΑΝΑΓΓΕΛΙΑ ΣΥΜΠΛΟΚΗΣ: [393, 169, 531, 180]
opportunity-text: Ἐπὶ τῷ προσεχεῖ συνοικισμῷ τῆς 15ης Αὐγούστου ἐν ὁδῷ Σταδίου, καλὸν ἀπόκτησε ἐκ Κηφισίας Γούναρι. Μεγάλη ἐκπτωτικὴ τιμὴ λόγω ἀναχωρήσεως. Πληροφορίαι: παρὰ τῷ ἰδίῳ κ. Κ. Γουτάκη.: [1264, 574, 1530, 622]
row-label: Τράπεζα Μυτιλήνης: [141, 252, 228, 263]
col3-p3: Ὁ δὲ τραυματίαι κυρίως δὲ ὁ διὰ σφαίρας τραυματισθεὶς μετεφέρθησαν εἰς τὸν σταθμὸν πρώτων βοηθειῶν ὅπου τοὺς παρεσχέθησαν αἱ πρῶται βοήθειαι.: [578, 340, 790, 387]
imitation-warning-left: Ἀπορρίψατε τὰς ξένας Μιμήσεις αἵτινες βλάπτουν εἰς τὴν Ὑγείαν: [1029, 1531, 1109, 1586]
row-label: Ἐπὶ Ἀγγλίας ... λ.: [141, 465, 217, 476]
hour-sub-2: ΚΑΤΑ ΤΟΥ ΒΑΣΙΛΕΩΣ ΤΗΣ ΣΕΡΒΙΑΣ: [815, 265, 997, 277]
guide-author: ΥΠΟ ΚΩΝΣΤΑΝΤΙΝΟΥ ΜΑΤΣΑ: [1068, 348, 1208, 359]
row-label: Ἠλεκτρικῆς: [141, 373, 193, 384]
corfu-title: ΠΡΟΣΚΥΝΗΤΑΙ ΤΩΝ ΑΓΙΩΝ ΤΟΠΩΝ: [147, 737, 339, 749]
homeo-text-3: ὁ διευθυντὴς τοῦ Ὁμοιοπαθητικοῦ θεραπευτηρίου, ὅστις ἐμπειρότατος ἐν τῇ θεραπείᾳ τῶν χρονίων νοσημάτων. Δέχεται καθ' ἑκάστην 8—10 π. μ. καὶ 3—5 μ. μ. Ὁδὸς Χαλκοκονδύλη 40 παρὰ τὴν πλατεῖαν Κάνιγγος.: [1264, 487, 1530, 547]
battles-title: ΝΕΑΙ ΜΑΧΑΙ: [845, 555, 967, 577]
elections-kicker: Η ΚΙΝΗΣΙΣ ΤΩΝ ΕΚΛΟΓΩΝ: [157, 869, 329, 884]
row-value: 38.50: [320, 320, 345, 331]
tablet-box-line: DU DOCTEUR SPIEGEL: [1195, 1540, 1357, 1556]
row-value: 416.—: [317, 352, 345, 363]
col2-p3: Ὅταν ἔφθασαν εἰς τὴν Ρώμην, οἱ Ἀγγελοπουλικοὶ τοὺς ἀπήντησαν ἐκ νέου καὶ μᾶς ἐπετέθησαν. Ἐπέπεσε τότε ἀπάνω τους, ὅταν ἐξαφνα ἄνοιξαν πυροβολισμούς. Ἦσαν οἱ Ἀγγελοπουλικοὶ τοῦ Βρύζων ἀπὸ τὰ μεγάλα καὶ μᾶς πυροβολοῦσαν.: [356, 416, 568, 487]
intro-text: τοῦ ἐτηλεγράφησε ὁ ἐν Βιέννῃ συντάκτης τοῦ «Σκριπ». Οἱ λῃσταντάρται ἔπαθον δεινοτάτην καταστροφὴν φονευθέντων 340, μεταξὺ τῶν ὁποίων καὶ δύο ὁπλαρχηγοί, πιθανῶς ἀξιωματικοὶ τοῦ Βουλγαρικοῦ στρατοῦ. Ἠχμαλωτίσθησαν ὑπὲρ τοὺς 100 καὶ 50 ἐτραυματίσθησαν. Τοῦ στρατοῦ ἀπώλειαι εἶνε ἐπίσης σημαντικαί. Μετὰ τὴν μάχην οἱ ἀντάρται διεσκορπίσθησαν τραπέντες εἰς φυγήν. Κατόπιν ὁ στρατὸς εἰσῆλθεν ἀκωλύτως εἰς τὴν Κλεισοῦραν χωρὶς οὐδὲν τῶν κατοίκων νὰ κακοποιήσῃ. Ἡ Ἑλληνικὴ κοινότης ἐπανηγύρισε τὴν ἀπαλλαγὴν τῆς ἀπὸ τοὺς λῃσταντάρτας, οἵτινες ἀπειλοῦσαν καὶ ἐξεγύμνωσαν συστηματικῶς αὐτὴν κατὰ τὸ μακρὸν διάστημα τῆς διαμονῆς των.: [140, 512, 346, 728]
tablet-box: [1129, 1525, 1423, 1593]
column-2: [356, 154, 568, 2014]
col4-p4: Αἱ ἐκ τῆς Βουλγαρίας τηλεγραφικαὶ εἰδήσεις ἐκ Σόφιας καὶ Κωνσταντινουπόλεως ἀναφέρουν ὅτι ἀμφότερα τὰ κράτη προβαίνουν εἰς περαιτέρω ἐξοπλισμοὺς καὶ προπαρασκευαστικὰ πολεμικὰ εἰς μεγάλην κλίμακα.: [800, 818, 1012, 902]
impotence-box-row: [1029, 1521, 1523, 1597]
tablet-box-line: TABLETTES DE YOHIMBIN: [1212, 1529, 1340, 1541]
corfu-dateline: ΚΕΡΚΥΡΑ, 22 Αὐγούστου.: [150, 760, 310, 774]
upholstery-text-2: Ἐδέκαζε τοὺς ἐν Πειραιεῖ, ἐν Ἀθήναις καὶ ταῖς ἐπαρχίαις πολυπληθεῖς πελάτας του καὶ συνεχίζει ταὶ ὡς ἄλλοτε ταῖς ἐπιχειρήσεσιν, ὅτι ἐκάστοτε ἐν ταῖς ἀποθήκαις του διὰ τοὺς ἐξῆς: Μαλλιὰ, Ἀνατολικὰ κλπ. Βαμβάκια τοῦ Αἰγυπτίου σιρίδια ποικίλα. Ἐλατήρια καὶ διάφορα εἴδη ταπετσαρίας.: [1022, 1356, 1530, 1392]
row-value: 750.—: [317, 383, 345, 394]
school-title: ΑΘΗΝΑΪΚΗ ΣΧΟΛΗ: [1319, 187, 1475, 206]
column-rule: [350, 154, 351, 2014]
